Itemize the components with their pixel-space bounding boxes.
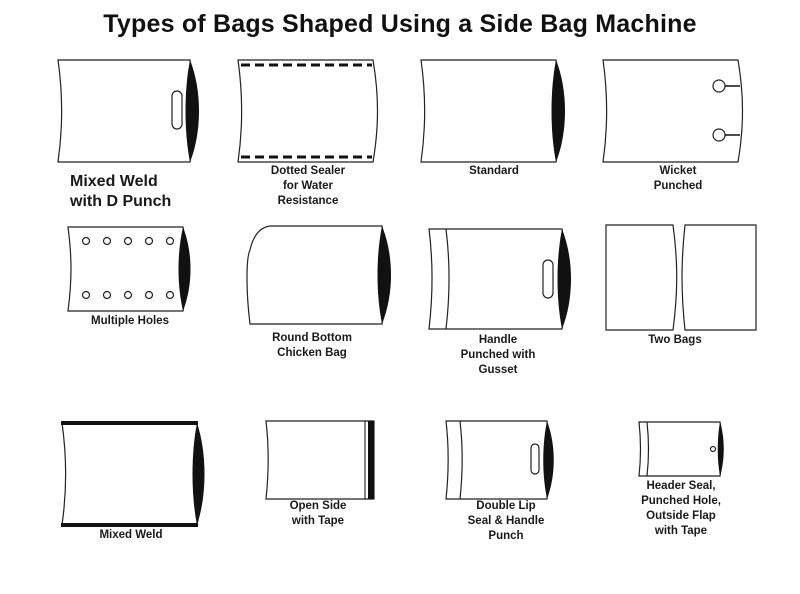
bag-two-bags-drawing xyxy=(603,222,759,334)
bag-double-lip xyxy=(442,419,560,503)
caption-round-bottom: Round Bottom Chicken Bag xyxy=(272,332,352,359)
caption-two-bags: Two Bags xyxy=(648,334,702,346)
caption-open-side-tape: Open Side with Tape xyxy=(289,500,347,527)
bag-multiple-holes xyxy=(63,223,203,315)
bag-mixed-weld xyxy=(57,418,217,530)
bag-dotted-sealer-drawing xyxy=(233,55,383,167)
bag-open-side-tape-drawing xyxy=(262,419,378,503)
bag-wicket-punched-drawing xyxy=(598,55,758,167)
bag-mixed-weld-d-punch-drawing xyxy=(50,55,210,167)
caption-header-seal: Header Seal, Punched Hole, Outside Flap with Tape xyxy=(641,480,721,537)
caption-double-lip: Double Lip Seal & Handle Punch xyxy=(467,500,545,542)
bag-handle-gusset xyxy=(424,225,584,333)
caption-mixed-weld-d-punch: Mixed Weld with D Punch xyxy=(70,173,172,210)
caption-handle-gusset: Handle Punched with Gusset xyxy=(460,334,536,376)
bag-wicket-punched xyxy=(598,55,758,167)
caption-dotted-sealer: Dotted Sealer for Water Resistance xyxy=(270,165,346,207)
bag-mixed-weld-d-punch xyxy=(50,55,210,167)
bag-open-side-tape xyxy=(262,419,378,503)
bag-handle-gusset-drawing xyxy=(424,225,584,333)
bag-two-bags xyxy=(603,222,759,334)
bag-standard-drawing xyxy=(416,55,576,167)
caption-wicket-punched: Wicket Punched xyxy=(653,165,703,192)
bag-multiple-holes-drawing xyxy=(63,223,203,315)
bag-header-seal-drawing xyxy=(636,420,726,480)
caption-mixed-weld: Mixed Weld xyxy=(99,529,163,541)
bag-header-seal xyxy=(636,420,726,480)
bag-standard xyxy=(416,55,576,167)
page-title: Types of Bags Shaped Using a Side Bag Machine xyxy=(103,10,697,38)
bag-mixed-weld-drawing xyxy=(57,418,217,530)
bag-double-lip-drawing xyxy=(442,419,560,503)
caption-multiple-holes: Multiple Holes xyxy=(91,315,169,327)
bag-round-bottom-drawing xyxy=(240,222,400,330)
bag-dotted-sealer xyxy=(233,55,383,167)
bag-round-bottom xyxy=(240,222,400,330)
caption-standard: Standard xyxy=(469,165,519,177)
